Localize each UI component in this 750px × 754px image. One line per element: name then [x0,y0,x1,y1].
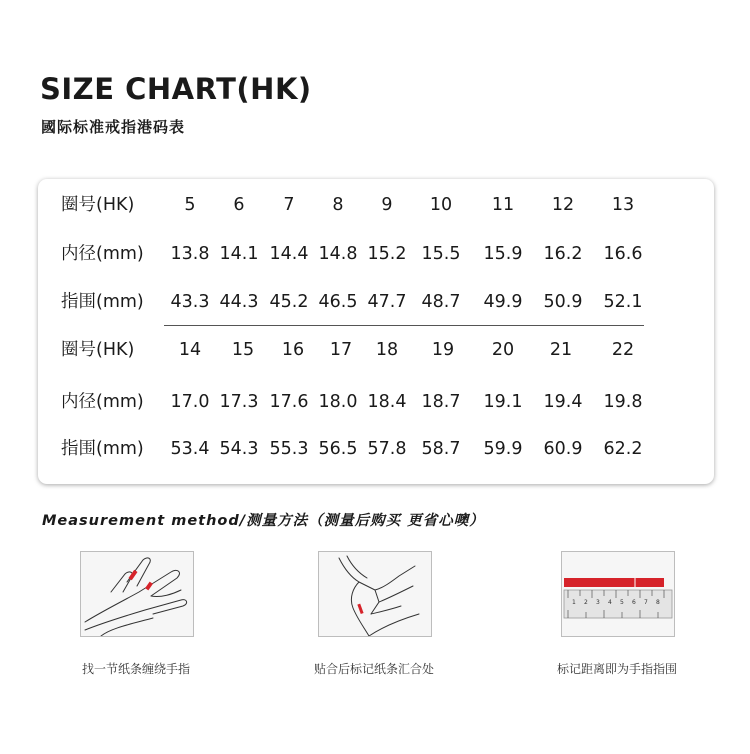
table-cell: 14 [178,340,202,360]
table-cell: 19.8 [603,392,643,412]
table-cell: 56.5 [318,439,358,459]
table-cell: 46.5 [318,292,358,312]
table-cell: 59.9 [483,439,523,459]
row-label: 指围(mm) [61,292,144,312]
table-row-hk-size [38,190,714,220]
table-cell: 14.4 [269,244,309,264]
table-cell: 62.2 [603,439,643,459]
hand-wrap-icon [80,551,194,637]
row-label: 圈号(HK) [61,195,135,215]
table-cell: 50.9 [543,292,583,312]
step-caption: 贴合后标记纸条汇合处 [313,662,434,676]
table-cell: 16.2 [543,244,583,264]
table-cell: 15.2 [367,244,407,264]
page-subtitle: 國际标准戒指港码表 [41,118,186,136]
table-cell: 13 [611,195,635,215]
table-cell: 58.7 [421,439,461,459]
table-cell: 53.4 [170,439,210,459]
table-cell: 5 [184,195,196,215]
table-cell: 18.4 [367,392,407,412]
table-cell: 15 [231,340,255,360]
table-cell: 15.9 [483,244,523,264]
table-cell: 16 [281,340,305,360]
table-row-hk-size [38,335,714,365]
table-cell: 43.3 [170,292,210,312]
table-cell: 8 [332,195,344,215]
table-cell: 17.0 [170,392,210,412]
measurement-heading: Measurement method/测量方法（测量后购买 更省心噢） [42,513,485,529]
ruler-number: 1 [572,599,576,606]
table-cell: 14.1 [219,244,259,264]
table-cell: 60.9 [543,439,583,459]
ruler-number: 8 [656,599,660,606]
size-chart-table [38,179,714,484]
table-row-inner-diameter [38,239,714,269]
table-cell: 7 [283,195,295,215]
table-cell: 17.6 [269,392,309,412]
table-cell: 16.6 [603,244,643,264]
step-caption: 标记距离即为手指指围 [556,662,677,676]
table-cell: 48.7 [421,292,461,312]
table-cell: 18.0 [318,392,358,412]
ruler-number: 6 [632,599,636,606]
table-cell: 6 [233,195,245,215]
table-cell: 44.3 [219,292,259,312]
ruler-number: 5 [620,599,624,606]
table-cell: 17 [329,340,353,360]
table-cell: 18 [375,340,399,360]
table-cell: 17.3 [219,392,259,412]
ruler-number: 4 [608,599,612,606]
row-label: 指围(mm) [61,439,144,459]
page-title: SIZE CHART(HK) [40,72,312,106]
table-row-circumference [38,434,714,464]
table-cell: 19.4 [543,392,583,412]
table-cell: 49.9 [483,292,523,312]
ruler-number: 2 [584,599,588,606]
table-cell: 18.7 [421,392,461,412]
table-cell: 55.3 [269,439,309,459]
table-cell: 54.3 [219,439,259,459]
ruler-number: 3 [596,599,600,606]
step-caption: 找一节纸条缠绕手指 [81,662,190,676]
row-label: 内径(mm) [61,244,144,264]
row-label: 圈号(HK) [61,340,135,360]
table-row-inner-diameter [38,387,714,417]
table-cell: 20 [491,340,515,360]
table-cell: 57.8 [367,439,407,459]
table-cell: 9 [381,195,393,215]
table-cell: 11 [491,195,515,215]
table-cell: 19 [431,340,455,360]
table-cell: 13.8 [170,244,210,264]
table-cell: 22 [611,340,635,360]
table-cell: 47.7 [367,292,407,312]
row-label: 内径(mm) [61,392,144,412]
table-cell: 19.1 [483,392,523,412]
ruler-number: 7 [644,599,648,606]
hand-mark-icon [318,551,432,637]
ruler-measure-icon [561,551,675,637]
table-row-circumference [38,287,714,317]
table-cell: 15.5 [421,244,461,264]
table-divider [164,325,644,326]
table-cell: 12 [551,195,575,215]
table-cell: 14.8 [318,244,358,264]
table-cell: 21 [549,340,573,360]
table-cell: 45.2 [269,292,309,312]
table-cell: 10 [429,195,453,215]
table-cell: 52.1 [603,292,643,312]
